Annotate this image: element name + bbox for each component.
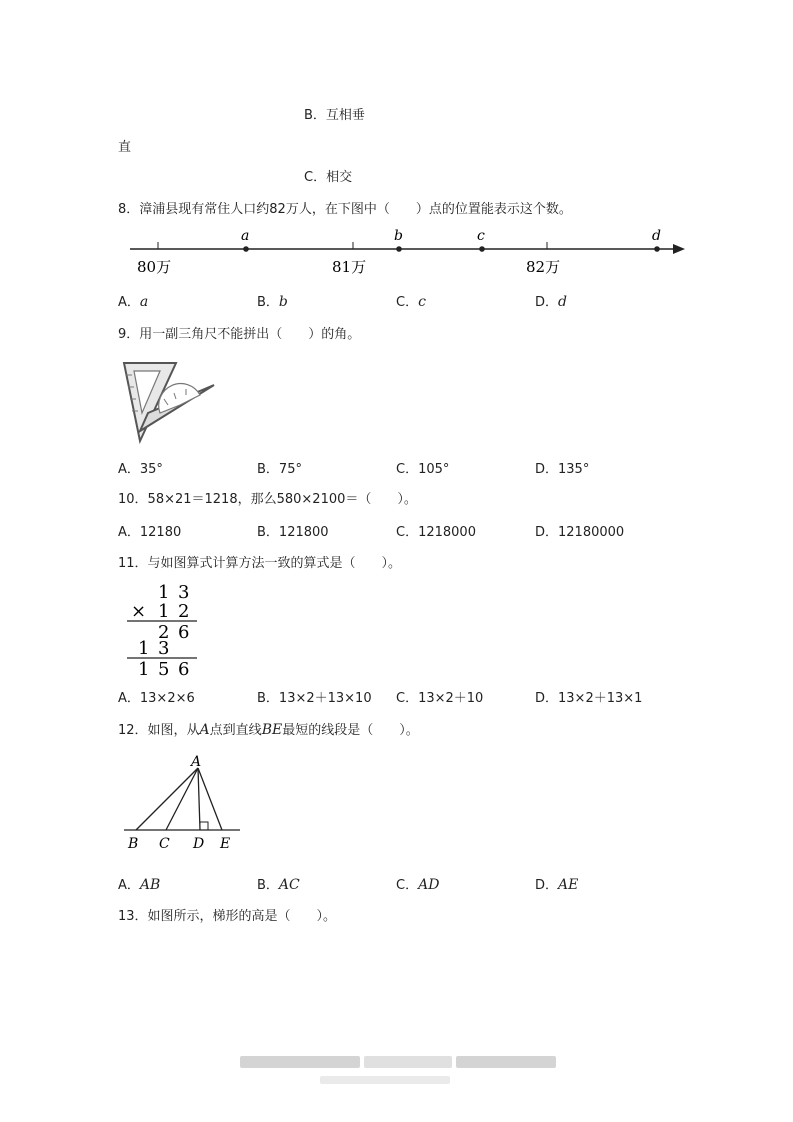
q8-option-c[interactable]: C．c [396, 294, 426, 310]
svg-text:6: 6 [178, 659, 190, 680]
label-c: C [159, 836, 170, 852]
svg-text:3: 3 [158, 638, 170, 659]
q7-option-b-continued: 直 [118, 140, 132, 155]
point-d-dot [654, 246, 660, 252]
q9-option-b[interactable]: B．75° [257, 462, 302, 477]
q8-option-a[interactable]: A．a [118, 294, 149, 310]
q9-option-c[interactable]: C．105° [396, 462, 450, 477]
svg-text:2: 2 [158, 622, 170, 643]
label-b: B [128, 836, 139, 852]
svg-text:1: 1 [138, 638, 150, 659]
svg-text:6: 6 [178, 622, 190, 643]
point-b-dot [396, 246, 402, 252]
q12-question: 12．如图，从A点到直线BE最短的线段是（ ）。 [118, 722, 419, 738]
q10-option-b[interactable]: B．121800 [257, 525, 329, 540]
number-line-figure [125, 222, 690, 280]
label-d: D [193, 836, 205, 852]
q9-option-d[interactable]: D．135° [535, 462, 590, 477]
q8-option-b[interactable]: B．b [257, 294, 288, 310]
q9-option-a[interactable]: A．35° [118, 462, 163, 477]
q10-option-c[interactable]: C．1218000 [396, 525, 476, 540]
q12-option-c[interactable]: C．AD [396, 877, 440, 893]
svg-text:×: × [131, 601, 147, 622]
q8-question: 8．漳浦县现有常住人口约82万人，在下图中（ ）点的位置能表示这个数。 [118, 202, 572, 217]
q8-option-d[interactable]: D．d [535, 294, 567, 310]
point-a-dot [243, 246, 249, 252]
point-b-label: b [394, 228, 403, 244]
point-d-label: d [652, 228, 661, 244]
q9-question: 9．用一副三角尺不能拼出（ ）的角。 [118, 327, 361, 342]
svg-text:1: 1 [158, 601, 170, 622]
tick-label-82: 82万 [526, 258, 561, 276]
svg-text:1: 1 [138, 659, 150, 680]
point-c-dot [479, 246, 485, 252]
point-a-label: a [241, 228, 250, 244]
q12-option-d[interactable]: D．AE [535, 877, 579, 893]
tick-label-81: 81万 [332, 258, 367, 276]
svg-text:2: 2 [178, 601, 190, 622]
q10-question: 10．58×21＝1218，那么580×2100＝（ ）。 [118, 492, 417, 507]
q13-question: 13．如图所示，梯形的高是（ ）。 [118, 909, 337, 924]
svg-text:5: 5 [158, 659, 170, 680]
q11-option-b[interactable]: B．13×2＋13×10 [257, 691, 372, 706]
label-a: A [191, 754, 202, 770]
q10-option-d[interactable]: D．12180000 [535, 525, 625, 540]
point-c-label: c [477, 228, 485, 244]
q11-option-d[interactable]: D．13×2＋13×1 [535, 691, 643, 706]
svg-text:1: 1 [158, 582, 170, 603]
set-squares-image [120, 355, 220, 445]
number-line-arrow [673, 244, 685, 254]
q11-option-a[interactable]: A．13×2×6 [118, 691, 195, 706]
vertical-multiplication-figure [125, 580, 205, 680]
q7-option-b: B．互相垂 [304, 108, 365, 123]
q12-option-a[interactable]: A．AB [118, 877, 161, 893]
svg-text:3: 3 [178, 582, 190, 603]
q12-option-b[interactable]: B．AC [257, 877, 300, 893]
q11-option-c[interactable]: C．13×2＋10 [396, 691, 484, 706]
tick-label-80: 80万 [137, 258, 172, 276]
q7-option-c: C．相交 [304, 170, 353, 185]
triangle-figure [122, 750, 242, 855]
q10-option-a[interactable]: A．12180 [118, 525, 182, 540]
q11-question: 11．与如图算式计算方法一致的算式是（ ）。 [118, 556, 402, 571]
label-e: E [220, 836, 231, 852]
